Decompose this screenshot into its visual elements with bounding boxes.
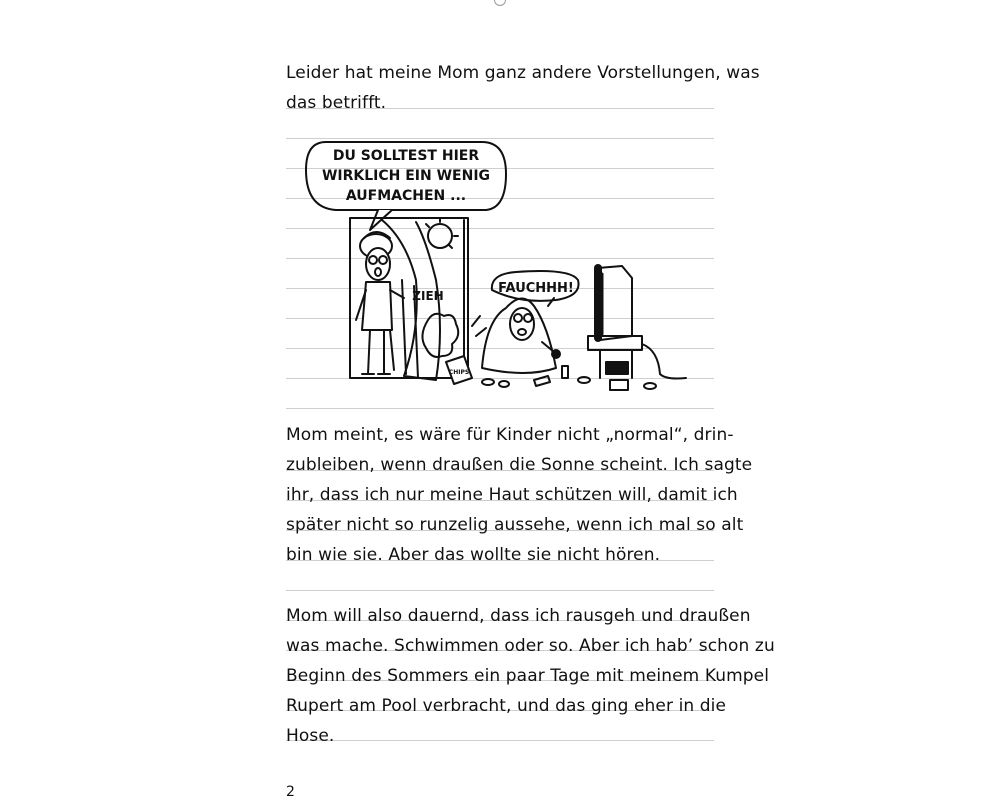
- text-line: was mache. Schwimmen oder so. Aber ich hab’ schon zu: [286, 636, 775, 656]
- text-line: Mom will also dauernd, dass ich rausgeh und draußen: [286, 606, 751, 626]
- page-number: 2: [286, 784, 295, 800]
- kid-under-blanket: [482, 298, 560, 373]
- text-line: Leider hat meine Mom ganz andere Vorstellungen, was: [286, 63, 760, 83]
- ruled-line: [286, 590, 714, 591]
- text-line: Rupert am Pool verbracht, und das ging eher in die: [286, 696, 727, 716]
- text-line: später nicht so runzelig aussehe, wenn ich mal so alt: [286, 515, 744, 535]
- tv-set: [588, 266, 686, 379]
- text-line: Mom meint, es wäre für Kinder nicht „normal“, drin-: [286, 425, 734, 445]
- pull-sound-effect: ZIEH: [412, 289, 444, 303]
- text-line: Hose.: [286, 726, 335, 746]
- comic-illustration: [286, 130, 714, 410]
- hiss-sound-effect: FAUCHHH!: [498, 281, 574, 296]
- chips-label: CHIPS: [448, 369, 470, 376]
- text-line: ihr, dass ich nur meine Haut schützen will, damit ich: [286, 485, 738, 505]
- text-line: das betrifft.: [286, 93, 387, 113]
- speech-line: WIRKLICH EIN WENIG: [321, 168, 491, 184]
- text-line: Beginn des Sommers ein paar Tage mit meinem Kumpel: [286, 666, 770, 686]
- text-line: bin wie sie. Aber das wollte sie nicht hören.: [286, 545, 661, 565]
- speech-line: AUFMACHEN ...: [345, 188, 467, 204]
- mom-figure: [356, 232, 404, 374]
- text-line: zubleiben, wenn draußen die Sonne scheint. Ich sagte: [286, 455, 753, 475]
- speech-line: DU SOLLTEST HIER: [332, 148, 480, 164]
